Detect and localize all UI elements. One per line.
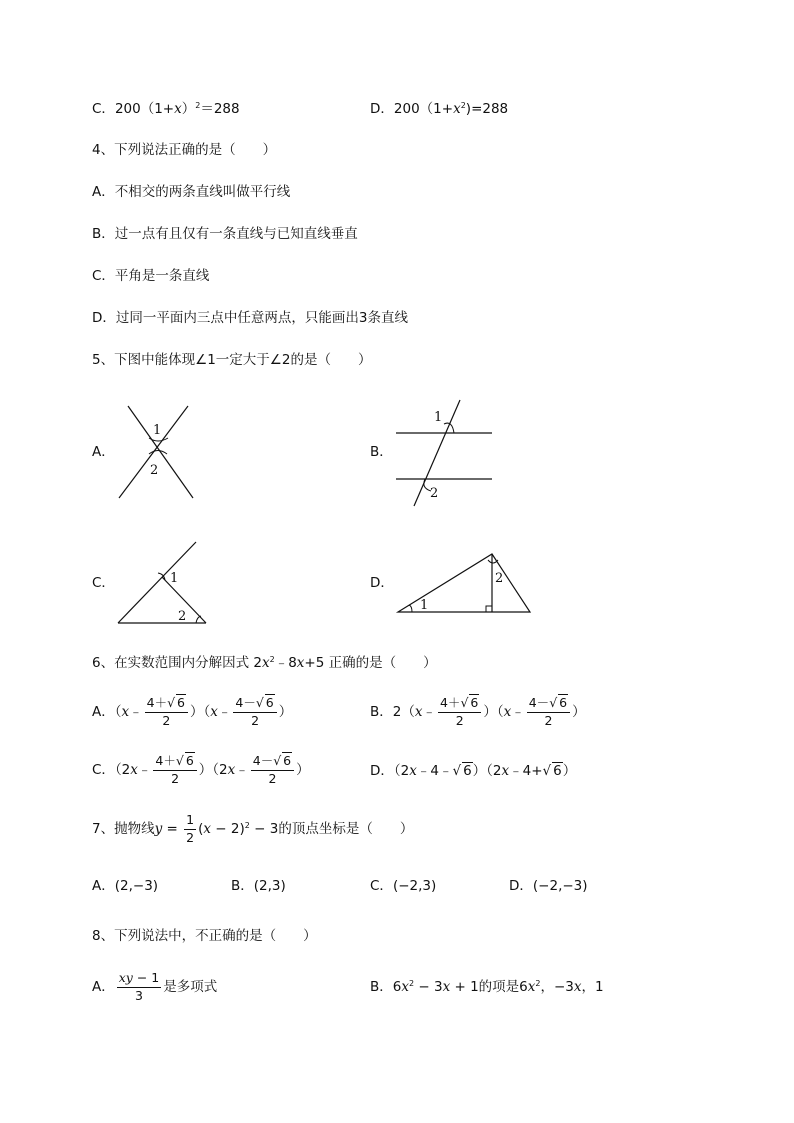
term-a: 6 — [519, 979, 528, 995]
exponent: 2 — [535, 979, 541, 988]
radicand: 6 — [559, 695, 568, 710]
q5-option-b-label[interactable]: B． — [370, 444, 393, 460]
q6-option-b[interactable]: B．2（x﹣ $\frac{4+√ 6}{2}$ ）（x﹣ $\frac{4-√ 6}{2}$ ） — [370, 695, 586, 728]
variable: x — [261, 655, 270, 671]
variable: x — [296, 655, 305, 671]
numerator: 4＋ — [439, 695, 461, 710]
coef: 6 — [392, 979, 402, 995]
expr-part: ﹣4﹣ — [416, 763, 453, 779]
variable: x — [414, 704, 423, 720]
numerator: 4－ — [528, 695, 550, 710]
variable-x: x — [203, 821, 211, 837]
q8-stem: 8、下列说法中，不正确的是（ ） — [92, 928, 317, 944]
variable: x — [210, 704, 218, 720]
variable: x — [503, 704, 512, 720]
option-text: 是多项式 — [163, 979, 218, 995]
q7-stem — [92, 814, 413, 844]
denominator: 2 — [455, 712, 464, 728]
expr-post: ） — [181, 101, 196, 117]
coefficient: 2 — [392, 704, 402, 720]
radicand: 6 — [283, 753, 292, 768]
angle-2-label: 2 — [495, 571, 504, 586]
option-label: B． — [370, 979, 393, 995]
stem-post: +5 正确的是（ ） — [304, 655, 437, 671]
option-value: (2,−3) — [114, 878, 159, 894]
q7-option-b[interactable] — [231, 880, 286, 894]
q6-stem — [92, 656, 437, 671]
radicand: 6 — [265, 695, 274, 710]
radicand: 6 — [553, 763, 562, 779]
option-label: C． — [92, 762, 115, 778]
q5-option-a-label[interactable]: A． — [92, 444, 115, 460]
paren: ( — [198, 821, 204, 837]
angle-1-label: 1 — [170, 571, 179, 586]
fraction: $\frac{4-√ 6}{2}$ — [251, 755, 294, 785]
numerator: 1 — [184, 814, 196, 830]
numerator: 4＋ — [146, 695, 168, 710]
variable-y: y — [154, 821, 163, 837]
expr-part: ）（2 — [472, 763, 502, 779]
exponent: 2 — [195, 101, 201, 110]
denominator: 2 — [251, 712, 260, 728]
option-label: D． — [509, 878, 533, 894]
q3-option-c[interactable] — [92, 102, 240, 117]
exponent: 2 — [244, 821, 250, 830]
option-label: B． — [370, 704, 393, 720]
fraction: $\frac{4+√ 6}{2}$ — [145, 697, 188, 727]
q6-option-d[interactable]: D．（2x﹣4﹣√ 6）（2x﹣4+√ 6） — [370, 763, 577, 779]
q5-figure-c — [114, 540, 210, 628]
expr-pre: 200（1+ — [393, 101, 454, 117]
option-label: A． — [92, 704, 115, 720]
expr-part: （2 — [393, 763, 410, 779]
stem-pre: 7、抛物线 — [92, 821, 155, 837]
numerator: 4－ — [235, 695, 256, 710]
q4-option-d[interactable]: D．过同一平面内三点中任意两点，只能画出3条直线 — [92, 310, 408, 326]
fraction: $\frac{4+√ 6}{2}$ — [438, 697, 481, 727]
q6-option-a[interactable]: A．（x﹣ $\frac{4+√ 6}{2}$ ）（x﹣ $\frac{4-√ 6}{2}$ ） — [92, 695, 293, 728]
stem-mid: ﹣8 — [274, 655, 297, 671]
denominator: 2 — [186, 829, 195, 845]
expr-post: )=288 — [465, 101, 509, 117]
exponent: 2 — [408, 979, 415, 988]
variable: x — [227, 762, 236, 778]
stem-pre: 6、在实数范围内分解因式 2 — [92, 655, 262, 671]
variable: x — [527, 979, 536, 995]
term: + 1 — [450, 979, 479, 995]
term-b: −3 — [553, 979, 574, 995]
option-label: C． — [92, 101, 115, 117]
variable: x — [442, 979, 451, 995]
fraction — [184, 814, 196, 844]
fraction: $\frac{4+√ 6}{2}$ — [153, 755, 196, 785]
option-label: D． — [370, 101, 394, 117]
option-value: (2,3) — [253, 878, 286, 894]
q5-option-c-label[interactable]: C． — [92, 575, 115, 591]
radicand: 6 — [177, 695, 185, 710]
q7-option-d[interactable] — [509, 880, 588, 894]
equals: = — [162, 821, 183, 837]
separator: ， — [540, 979, 554, 995]
fraction: $\frac{4-√ 6}{2}$ — [527, 697, 570, 727]
angle-2-label: 2 — [150, 463, 159, 478]
expr-pre: 200（1+ — [114, 101, 175, 117]
q5-stem: 5、下图中能体现∠1一定大于∠2的是（ ） — [92, 352, 372, 368]
separator: ， — [581, 979, 596, 995]
fraction: $\frac{4-√ 6}{2}$ — [233, 697, 276, 727]
option-label: C． — [370, 878, 393, 894]
option-label: A． — [92, 979, 115, 995]
option-label: B． — [231, 878, 254, 894]
q3-option-d[interactable] — [370, 102, 508, 117]
radicand: 6 — [185, 753, 194, 768]
angle-1-label: 1 — [434, 410, 443, 425]
term: − 3 — [414, 979, 443, 995]
q7-option-c[interactable] — [370, 880, 436, 894]
denominator: 2 — [268, 770, 277, 786]
variable: x — [121, 704, 130, 720]
q7-option-a[interactable] — [92, 880, 158, 894]
q5-option-d-label[interactable]: D． — [370, 575, 394, 591]
denominator: 3 — [135, 987, 143, 1003]
q6-option-c[interactable]: C．（2x﹣ $\frac{4+√ 6}{2}$ ）（2x﹣ $\frac{4-√ 6}{2}$ ） — [92, 753, 310, 786]
expr-part: ﹣4+ — [509, 763, 543, 779]
variable: x — [501, 763, 510, 779]
numerator-variable: xy — [118, 970, 133, 985]
variable: x — [409, 763, 417, 779]
exponent: 2 — [269, 655, 275, 664]
exponent: 2 — [460, 101, 466, 110]
option-label: A． — [92, 878, 115, 894]
numerator: 4＋ — [155, 753, 176, 768]
q4-option-a[interactable]: A．不相交的两条直线叫做平行线 — [92, 184, 291, 200]
q5-figure-b — [392, 396, 496, 510]
variable: x — [130, 762, 138, 778]
q8-option-b[interactable] — [370, 980, 604, 995]
angle-1-label: 1 — [420, 598, 429, 613]
denominator: 2 — [544, 712, 553, 728]
denominator: 2 — [171, 770, 180, 786]
q4-option-c[interactable]: C．平角是一条直线 — [92, 268, 210, 284]
variable: x — [453, 101, 461, 117]
option-value: (−2,−3) — [532, 878, 588, 894]
angle-1-label: 1 — [153, 423, 162, 438]
stem-post: 的顶点坐标是（ ） — [278, 821, 414, 837]
term-c: 1 — [595, 979, 604, 995]
tail: − 3 — [249, 821, 279, 837]
numerator: 4－ — [252, 753, 274, 768]
q4-stem: 4、下列说法正确的是（ ） — [92, 142, 277, 158]
variable: x — [174, 101, 182, 117]
numerator-rest: − 1 — [132, 970, 160, 985]
radicand: 6 — [470, 695, 479, 710]
q5-figure-d — [394, 548, 534, 616]
denominator: 2 — [162, 712, 171, 728]
variable: x — [573, 979, 582, 995]
q4-option-b[interactable]: B．过一点有且仅有一条直线与已知直线垂直 — [92, 226, 358, 242]
angle-2-label: 2 — [178, 609, 187, 624]
inner: − 2) — [211, 821, 245, 837]
angle-2-label: 2 — [430, 486, 439, 501]
option-value: (−2,3) — [392, 878, 437, 894]
variable: x — [401, 979, 409, 995]
q5-figure-a — [110, 400, 200, 502]
expr-rhs: ＝288 — [200, 101, 240, 117]
radicand: 6 — [463, 763, 472, 779]
option-label: D． — [370, 763, 394, 779]
q8-option-a[interactable] — [92, 972, 217, 1002]
fraction — [117, 972, 162, 1002]
expr-part: ） — [562, 763, 577, 779]
option-text: 的项是 — [478, 979, 520, 995]
